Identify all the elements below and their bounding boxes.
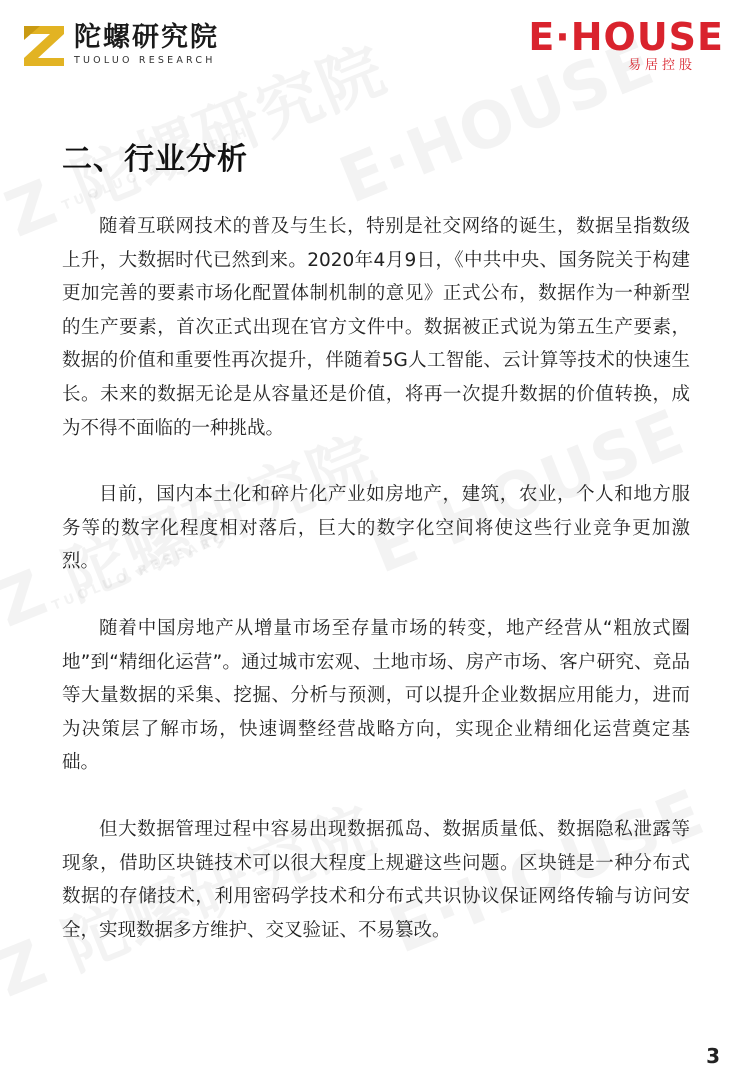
paragraph: 随着互联网技术的普及与生长，特别是社交网络的诞生，数据呈指数级上升，大数据时代已然到来。2020年4月9日，《中共中央、国务院关于构建更加完善的要素市场化配置体制机制的意见》正式公布，数据作为一种新型的生产要素，首次正式出现在官方文件中。数据被正式说为第五生产要素，数据的价值和重要性再次提升，伴随着5G人工智能、云计算等技术的快速生长。未来的数据无论是从容量还是价值，将再一次提升数据的价值转换，成为不得不面临的一种挑战。 <box>62 216 690 439</box>
paragraph: 目前，国内本土化和碎片化产业如房地产，建筑，农业，个人和地方服务等的数字化程度相对落后，巨大的数字化空间将使这些行业竞争更加激烈。 <box>62 484 690 573</box>
ehouse-logo-cn: 易居控股 <box>627 58 696 73</box>
page-number: 3 <box>706 1044 720 1068</box>
page-header <box>0 0 750 90</box>
section-title: 二、行业分析 <box>62 142 248 177</box>
ehouse-logo-text: E·HOUSE <box>528 15 724 59</box>
tuoluo-z-icon <box>20 22 68 68</box>
ehouse-logo <box>528 16 724 74</box>
paragraph: 随着中国房地产从增量市场至存量市场的转变，地产经营从“粗放式圈地”到“精细化运营”。通过城市宏观、土地市场、房产市场、客户研究、竞品等大量数据的采集、挖掘、分析与预测，可以提升企业数据应用能力，进而为决策层了解市场，快速调整经营战略方向，实现企业精细化运营奠定基础。 <box>62 617 690 774</box>
main-content <box>62 140 690 980</box>
logo-en-text: TUOLUO RESEARCH <box>74 55 216 66</box>
logo-cn-text: 陀螺研究院 <box>74 22 219 53</box>
paragraph: 但大数据管理过程中容易出现数据孤岛、数据质量低、数据隐私泄露等现象，借助区块链技术可以很大程度上规避这些问题。区块链是一种分布式数据的存储技术，利用密码学技术和分布式共识协议保证网络传输与访问安全，实现数据多方维护、交叉验证、不易篡改。 <box>62 818 690 941</box>
tuoluo-logo <box>20 22 219 68</box>
